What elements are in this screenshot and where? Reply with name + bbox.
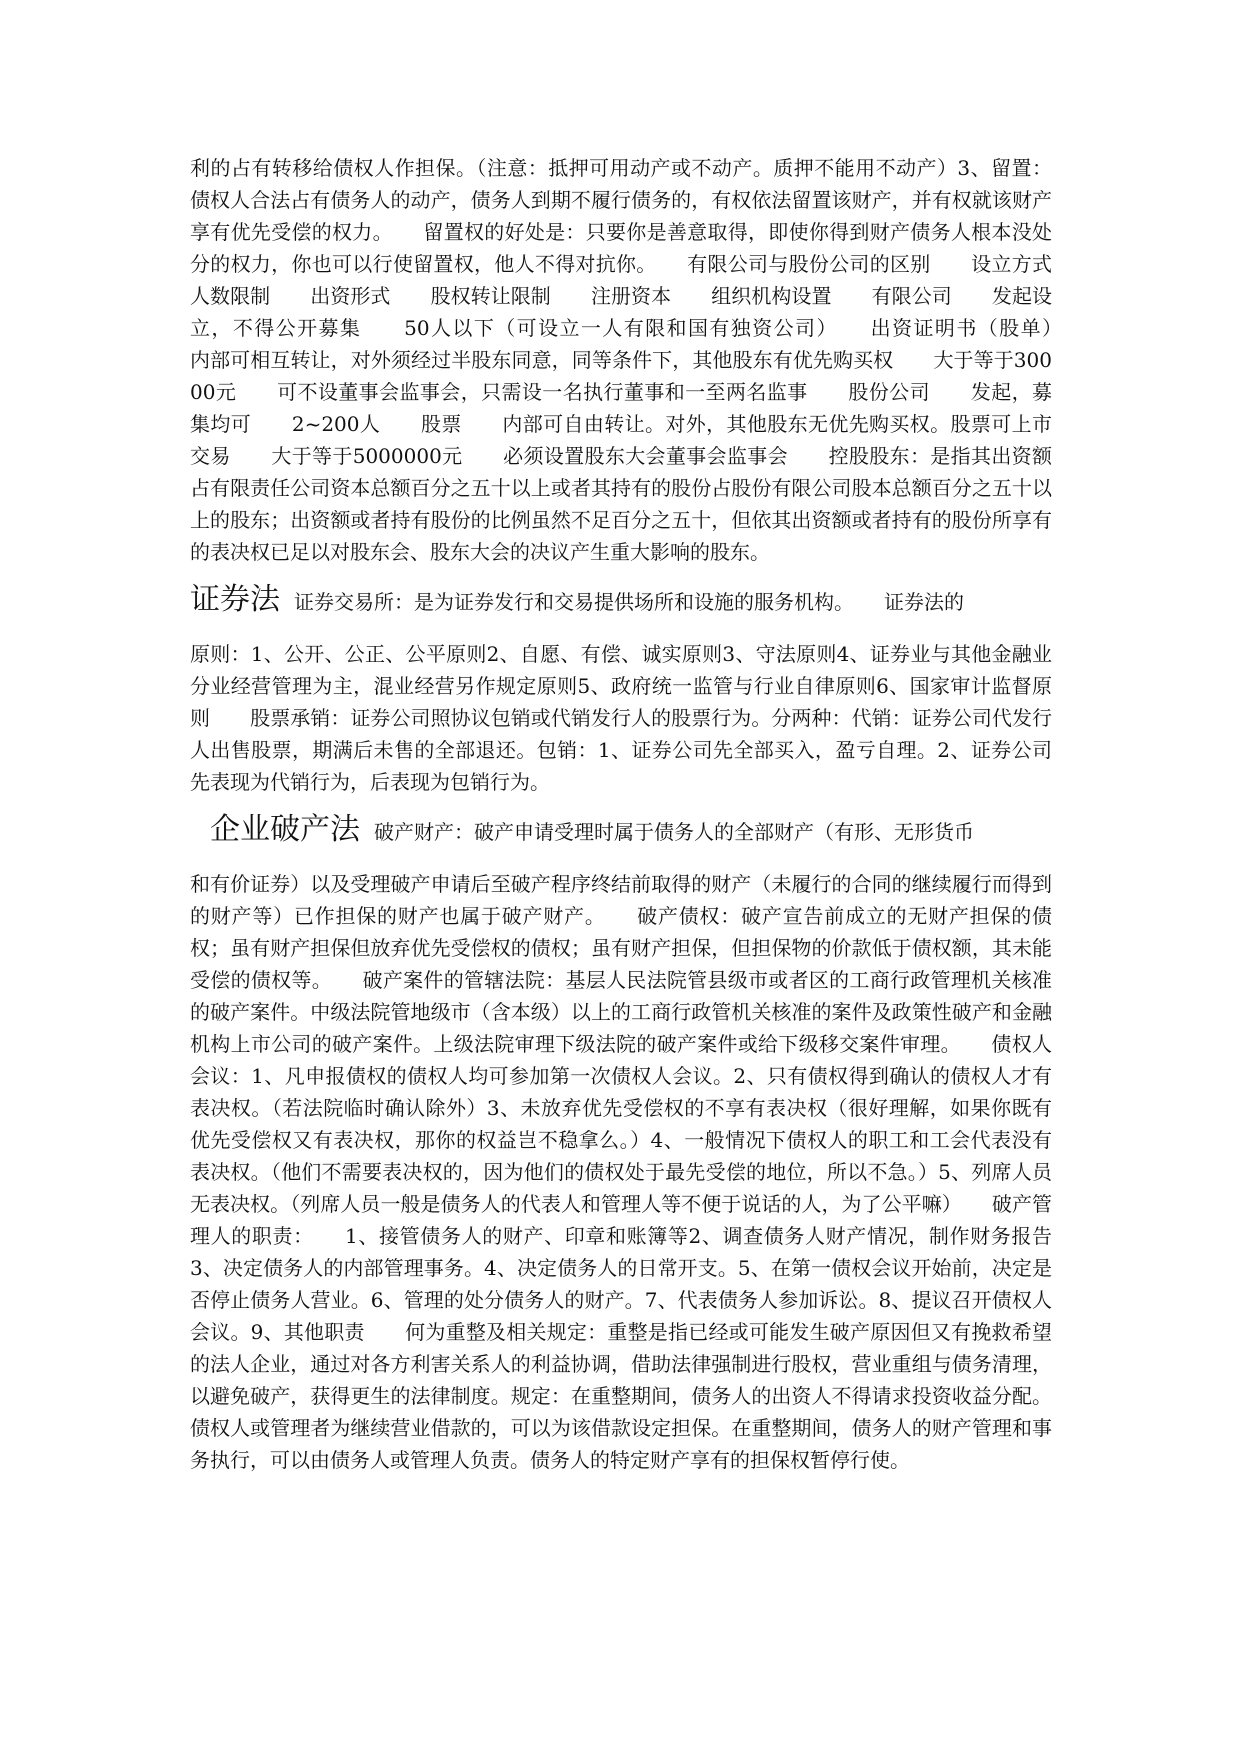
section-bankruptcy-law bbox=[190, 814, 1052, 1476]
section-heading-bankruptcy: 企业破产法 bbox=[210, 812, 360, 847]
section-securities-intro bbox=[190, 584, 1052, 638]
paragraph-company-law: 利的占有转移给债权人作担保。（注意：抵押可用动产或不动产。质押不能用不动产）3、留置：债权人合法占有债务人的动产，债务人到期不履行债务的，有权依法留置该财产，并有权就该财产享有优先受偿的权力。 留置权的好处是：只要你是善意取得，即使你得到财产债务人根本没处分的权力，你也可以行使留置权，他人不得对抗你。 有限公司与股份公司的区别 设立方式 人数限制 出资形式 股权转让限制 注册资本 组织机构设置 有限公司 发起设立，不得公开募集 50人以下（可设立一人有限和国有独资公司） 出资证明书（股单） 内部可相互转让，对外须经过半股东同意，同等条件下，其他股东有优先购买权 大于等于30000元 可不设董事会监事会，只需设一名执行董事和一至两名监事 股份公司 发起，募集均可 2~200人 股票 内部可自由转让。对外，其他股东无优先购买权。股票可上市交易 大于等于5000000元 必须设置股东大会董事会监事会 控股股东：是指其出资额占有限责任公司资本总额百分之五十以上或者其持有的股份占股份有限公司股本总额百分之五十以上的股东；出资额或者持有股份的比例虽然不足百分之五十，但依其出资额或者持有的股份所享有的表决权已足以对股东会、股东大会的决议产生重大影响的股东。 bbox=[190, 156, 1092, 564]
document-page bbox=[190, 152, 1092, 1476]
section-bankruptcy-lead-line bbox=[190, 814, 1052, 868]
section-bankruptcy-intro bbox=[190, 814, 1052, 868]
section-securities-law bbox=[190, 584, 1052, 798]
paragraph-securities-law: 原则：1、公开、公正、公平原则2、自愿、有偿、诚实原则3、守法原则4、证券业与其他金融业分业经营管理为主，混业经营另作规定原则5、政府统一监管与行业自律原则6、国家审计监督原则 股票承销：证券公司照协议包销或代销发行人的股票行为。分两种：代销：证券公司代发行人出售股票，期满后未售的全部退还。包销：1、证券公司先全部买入，盈亏自理。2、证券公司先表现为代销行为，后表现为包销行为。 bbox=[190, 642, 1052, 794]
paragraph-bankruptcy-law: 和有价证券）以及受理破产申请后至破产程序终结前取得的财产（未履行的合同的继续履行而得到的财产等）已作担保的财产也属于破产财产。 破产债权：破产宣告前成立的无财产担保的债权；虽有财产担保但放弃优先受偿权的债权；虽有财产担保，但担保物的价款低于债权额，其未能受偿的债权等。 破产案件的管辖法院：基层人民法院管县级市或者区的工商行政管理机关核准的破产案件。中级法院管地级市（含本级）以上的工商行政管机关核准的案件及政策性破产和金融机构上市公司的破产案件。上级法院审理下级法院的破产案件或给下级移交案件审理。 债权人会议：1、凡申报债权的债权人均可参加第一次债权人会议。2、只有债权得到确认的债权人才有表决权。（若法院临时确认除外）3、未放弃优先受偿权的不享有表决权（很好理解，如果你既有优先受偿权又有表决权，那你的权益岂不稳拿么。）4、一般情况下债权人的职工和工会代表没有表决权。（他们不需要表决权的，因为他们的债权处于最先受偿的地位，所以不急。）5、列席人员无表决权。（列席人员一般是债务人的代表人和管理人等不便于说话的人，为了公平嘛） 破产管理人的职责： 1、接管债务人的财产、印章和账簿等2、调查债务人财产情况，制作财务报告3、决定债务人的内部管理事务。4、决定债务人的日常开支。5、在第一债权会议开始前，决定是否停止债务人营业。6、管理的处分债务人的财产。7、代表债务人参加诉讼。8、提议召开债权人会议。9、其他职责 何为重整及相关规定：重整是指已经或可能发生破产原因但又有挽救希望的法人企业，通过对各方利害关系人的利益协调，借助法律强制进行股权，营业重组与债务清理，以避免破产，获得更生的法律制度。规定：在重整期间，债务人的出资人不得请求投资收益分配。债权人或管理者为继续营业借款的，可以为该借款设定担保。在重整期间，债务人的财产管理和事务执行，可以由债务人或管理人负责。债务人的特定财产享有的担保权暂停行使。 bbox=[190, 872, 1052, 1472]
section-securities-lead-line bbox=[190, 584, 1052, 638]
section-bankruptcy-lead-text: 破产财产：破产申请受理时属于债务人的全部财产（有形、无形货币 bbox=[374, 820, 974, 844]
section-heading-securities: 证券法 bbox=[190, 582, 280, 617]
section-securities-lead-text: 证券交易所：是为证券发行和交易提供场所和设施的服务机构。 证券法的 bbox=[294, 590, 964, 614]
